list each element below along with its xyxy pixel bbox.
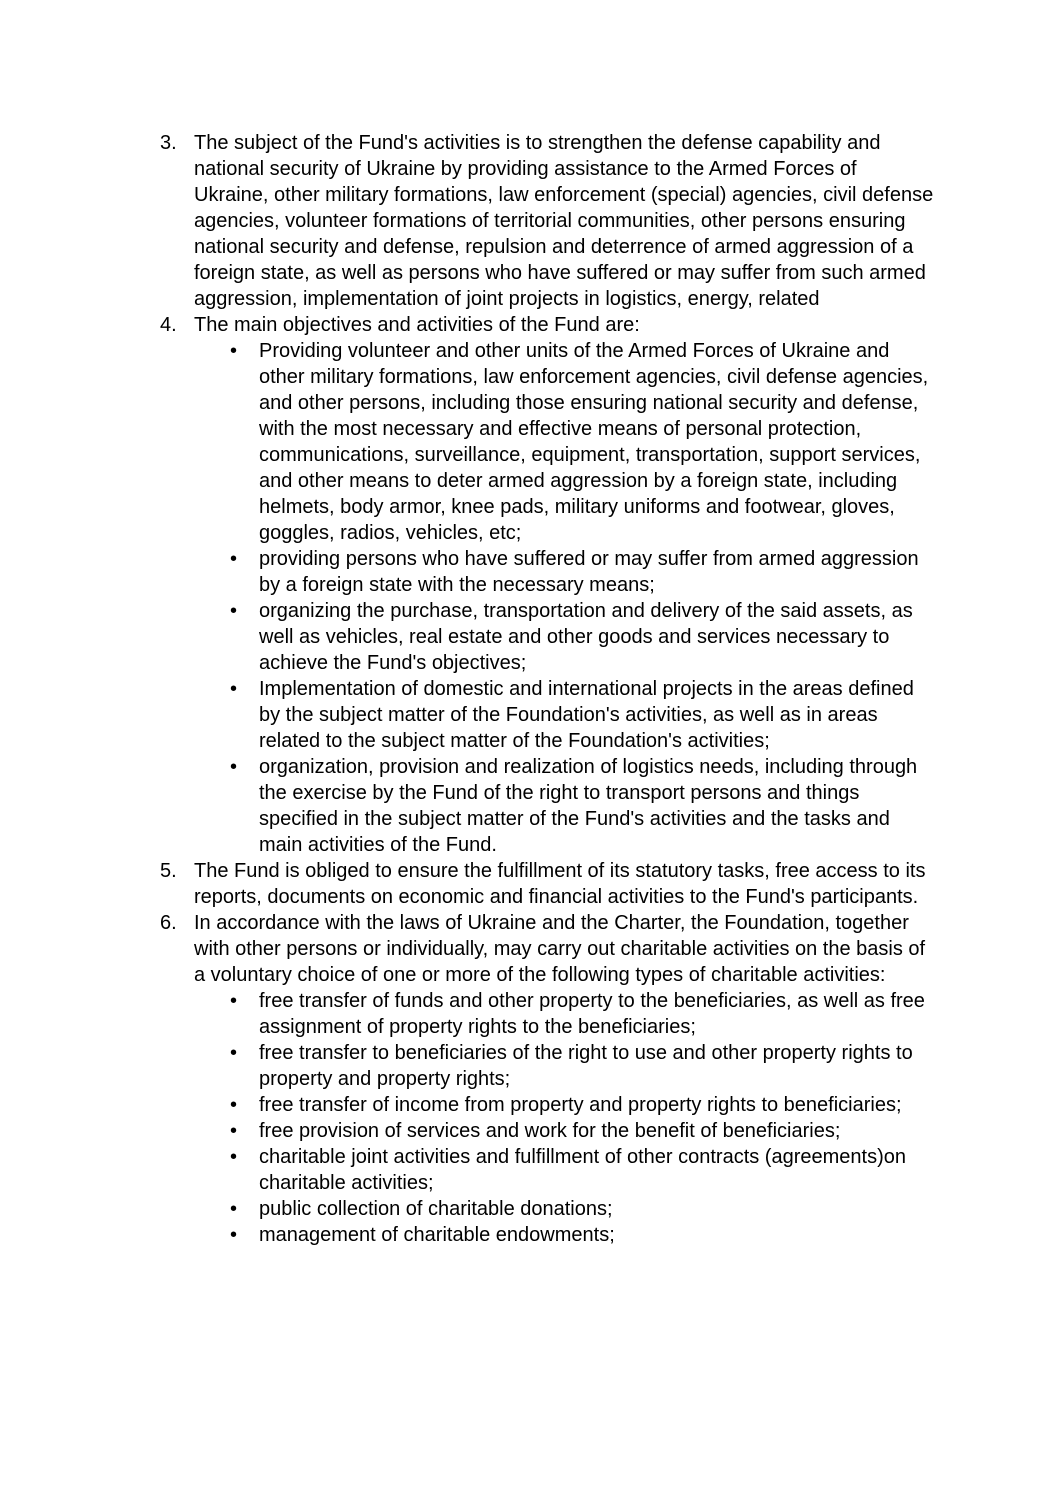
bullet-list — [194, 988, 936, 1248]
bullet-item — [194, 1092, 936, 1118]
bullet-list — [194, 338, 936, 858]
item-number: 3. — [160, 132, 177, 154]
bullet-item — [194, 598, 936, 676]
document-content — [160, 130, 936, 1248]
bullet-icon: • — [230, 756, 238, 778]
bullet-item — [194, 1222, 936, 1248]
bullet-icon: • — [230, 990, 238, 1012]
bullet-icon: • — [230, 340, 238, 362]
item-number: 6. — [160, 912, 177, 934]
bullet-text: public collection of charitable donations; — [259, 1198, 613, 1220]
bullet-icon: • — [230, 1042, 238, 1064]
bullet-item — [194, 1118, 936, 1144]
item-number: 4. — [160, 314, 177, 336]
bullet-item — [194, 1040, 936, 1092]
numbered-list — [160, 130, 936, 1248]
bullet-text: charitable joint activities and fulfillment of other contracts (agreements)on charitable activities; — [259, 1146, 906, 1194]
bullet-text: organization, provision and realization of logistics needs, including through the exercise by the Fund of the right to transport persons and things specified in the subject matter of the Fund's activities and the tasks and main activities of the Fund. — [259, 756, 918, 856]
item-body — [194, 858, 936, 910]
bullet-text: free transfer to beneficiaries of the right to use and other property rights to property and property rights; — [259, 1042, 913, 1090]
bullet-item — [194, 676, 936, 754]
item-text: The Fund is obliged to ensure the fulfillment of its statutory tasks, free access to its reports, documents on economic and financial activities to the Fund's participants. — [194, 860, 926, 908]
item-number: 5. — [160, 860, 177, 882]
bullet-text: Providing volunteer and other units of the Armed Forces of Ukraine and other military formations, law enforcement agencies, civil defense agencies, and other persons, including those ensuring national security and defense, with the most necessary and effective means of personal protection, communications, surveillance, equipment, transportation, support services, and other means to deter armed aggression by a foreign state, including helmets, body armor, knee pads, military uniforms and footwear, gloves, goggles, radios, vehicles, etc; — [259, 340, 929, 544]
bullet-icon: • — [230, 548, 238, 570]
bullet-text: free transfer of funds and other property to the beneficiaries, as well as free assignment of property rights to the beneficiaries; — [259, 990, 925, 1038]
bullet-icon: • — [230, 1120, 238, 1142]
list-item — [160, 130, 936, 312]
item-text: The subject of the Fund's activities is to strengthen the defense capability and national security of Ukraine by providing assistance to the Armed Forces of Ukraine, other military formations, law enforcement (special) agencies, civil defense agencies, volunteer formations of territorial communities, other persons ensuring national security and defense, repulsion and deterrence of armed aggression of a foreign state, as well as persons who have suffered or may suffer from such armed aggression, implementation of joint projects in logistics, energy, related — [194, 132, 934, 310]
item-body — [194, 910, 936, 1248]
bullet-item — [194, 1196, 936, 1222]
item-body — [194, 130, 936, 312]
bullet-icon: • — [230, 1198, 238, 1220]
bullet-text: management of charitable endowments; — [259, 1224, 615, 1246]
bullet-icon: • — [230, 678, 238, 700]
item-body — [194, 312, 936, 858]
list-item — [160, 858, 936, 910]
bullet-icon: • — [230, 1146, 238, 1168]
bullet-item — [194, 546, 936, 598]
bullet-icon: • — [230, 600, 238, 622]
bullet-item — [194, 1144, 936, 1196]
bullet-icon: • — [230, 1094, 238, 1116]
bullet-item — [194, 988, 936, 1040]
bullet-item — [194, 754, 936, 858]
list-item — [160, 910, 936, 1248]
list-item — [160, 312, 936, 858]
bullet-text: organizing the purchase, transportation and delivery of the said assets, as well as vehicles, real estate and other goods and services necessary to achieve the Fund's objectives; — [259, 600, 913, 674]
bullet-text: Implementation of domestic and international projects in the areas defined by the subject matter of the Foundation's activities, as well as in areas related to the subject matter of the Foundation's activities; — [259, 678, 914, 752]
bullet-icon: • — [230, 1224, 238, 1246]
item-text: The main objectives and activities of the Fund are: — [194, 314, 640, 336]
bullet-text: free transfer of income from property and property rights to beneficiaries; — [259, 1094, 902, 1116]
item-text: In accordance with the laws of Ukraine and the Charter, the Foundation, together with other persons or individually, may carry out charitable activities on the basis of a voluntary choice of one or more of the following types of charitable activities: — [194, 912, 926, 986]
bullet-text: providing persons who have suffered or may suffer from armed aggression by a foreign state with the necessary means; — [259, 548, 919, 596]
bullet-text: free provision of services and work for the benefit of beneficiaries; — [259, 1120, 841, 1142]
bullet-item — [194, 338, 936, 546]
